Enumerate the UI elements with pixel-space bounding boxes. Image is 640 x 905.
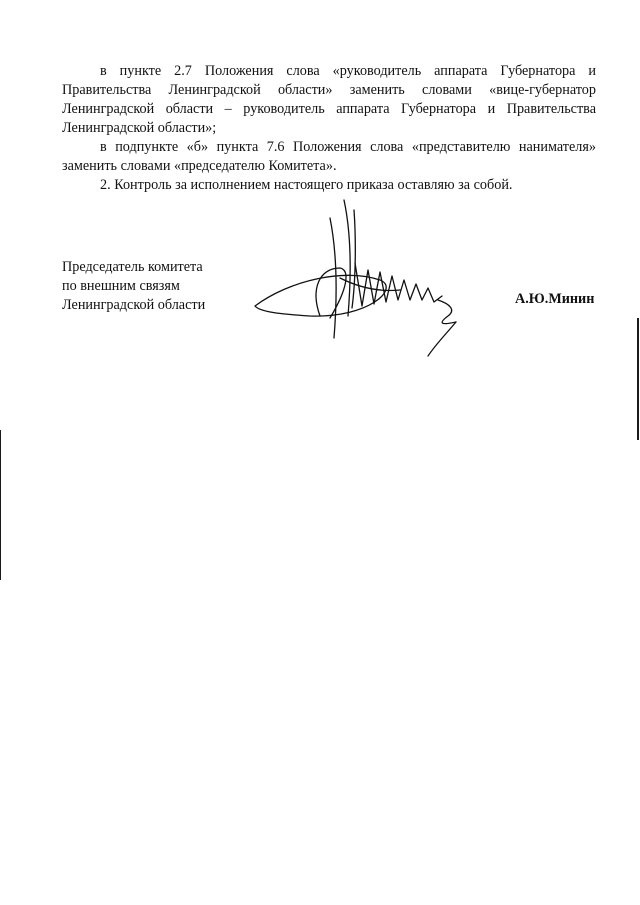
document-body: [62, 62, 596, 195]
paragraph-item-2-7: в пункте 2.7 Положения слова «руководитель аппарата Губернатора и Правительства Ленинградской области» заменить словами «вице-губернатор Ленинградской области – руководитель аппарата Губернатора и Правительства Ленинградской области»;: [62, 63, 596, 136]
position-line-2: по внешним связям: [62, 278, 180, 294]
paragraph-item-7-6: в подпункте «б» пункта 7.6 Положения слова «представителю нанимателя» заменить словами «председателю Комитета».: [62, 139, 596, 174]
signatory-position: [62, 258, 205, 315]
position-line-1: Председатель комитета: [62, 259, 203, 275]
scan-edge-left: [0, 430, 1, 580]
handwritten-signature: [250, 188, 470, 358]
signer-name: А.Ю.Минин: [515, 291, 595, 307]
paragraph-control-clause: 2. Контроль за исполнением настоящего приказа оставляю за собой.: [100, 177, 513, 193]
position-line-3: Ленинградской области: [62, 297, 206, 313]
scan-edge-right: [637, 318, 639, 440]
